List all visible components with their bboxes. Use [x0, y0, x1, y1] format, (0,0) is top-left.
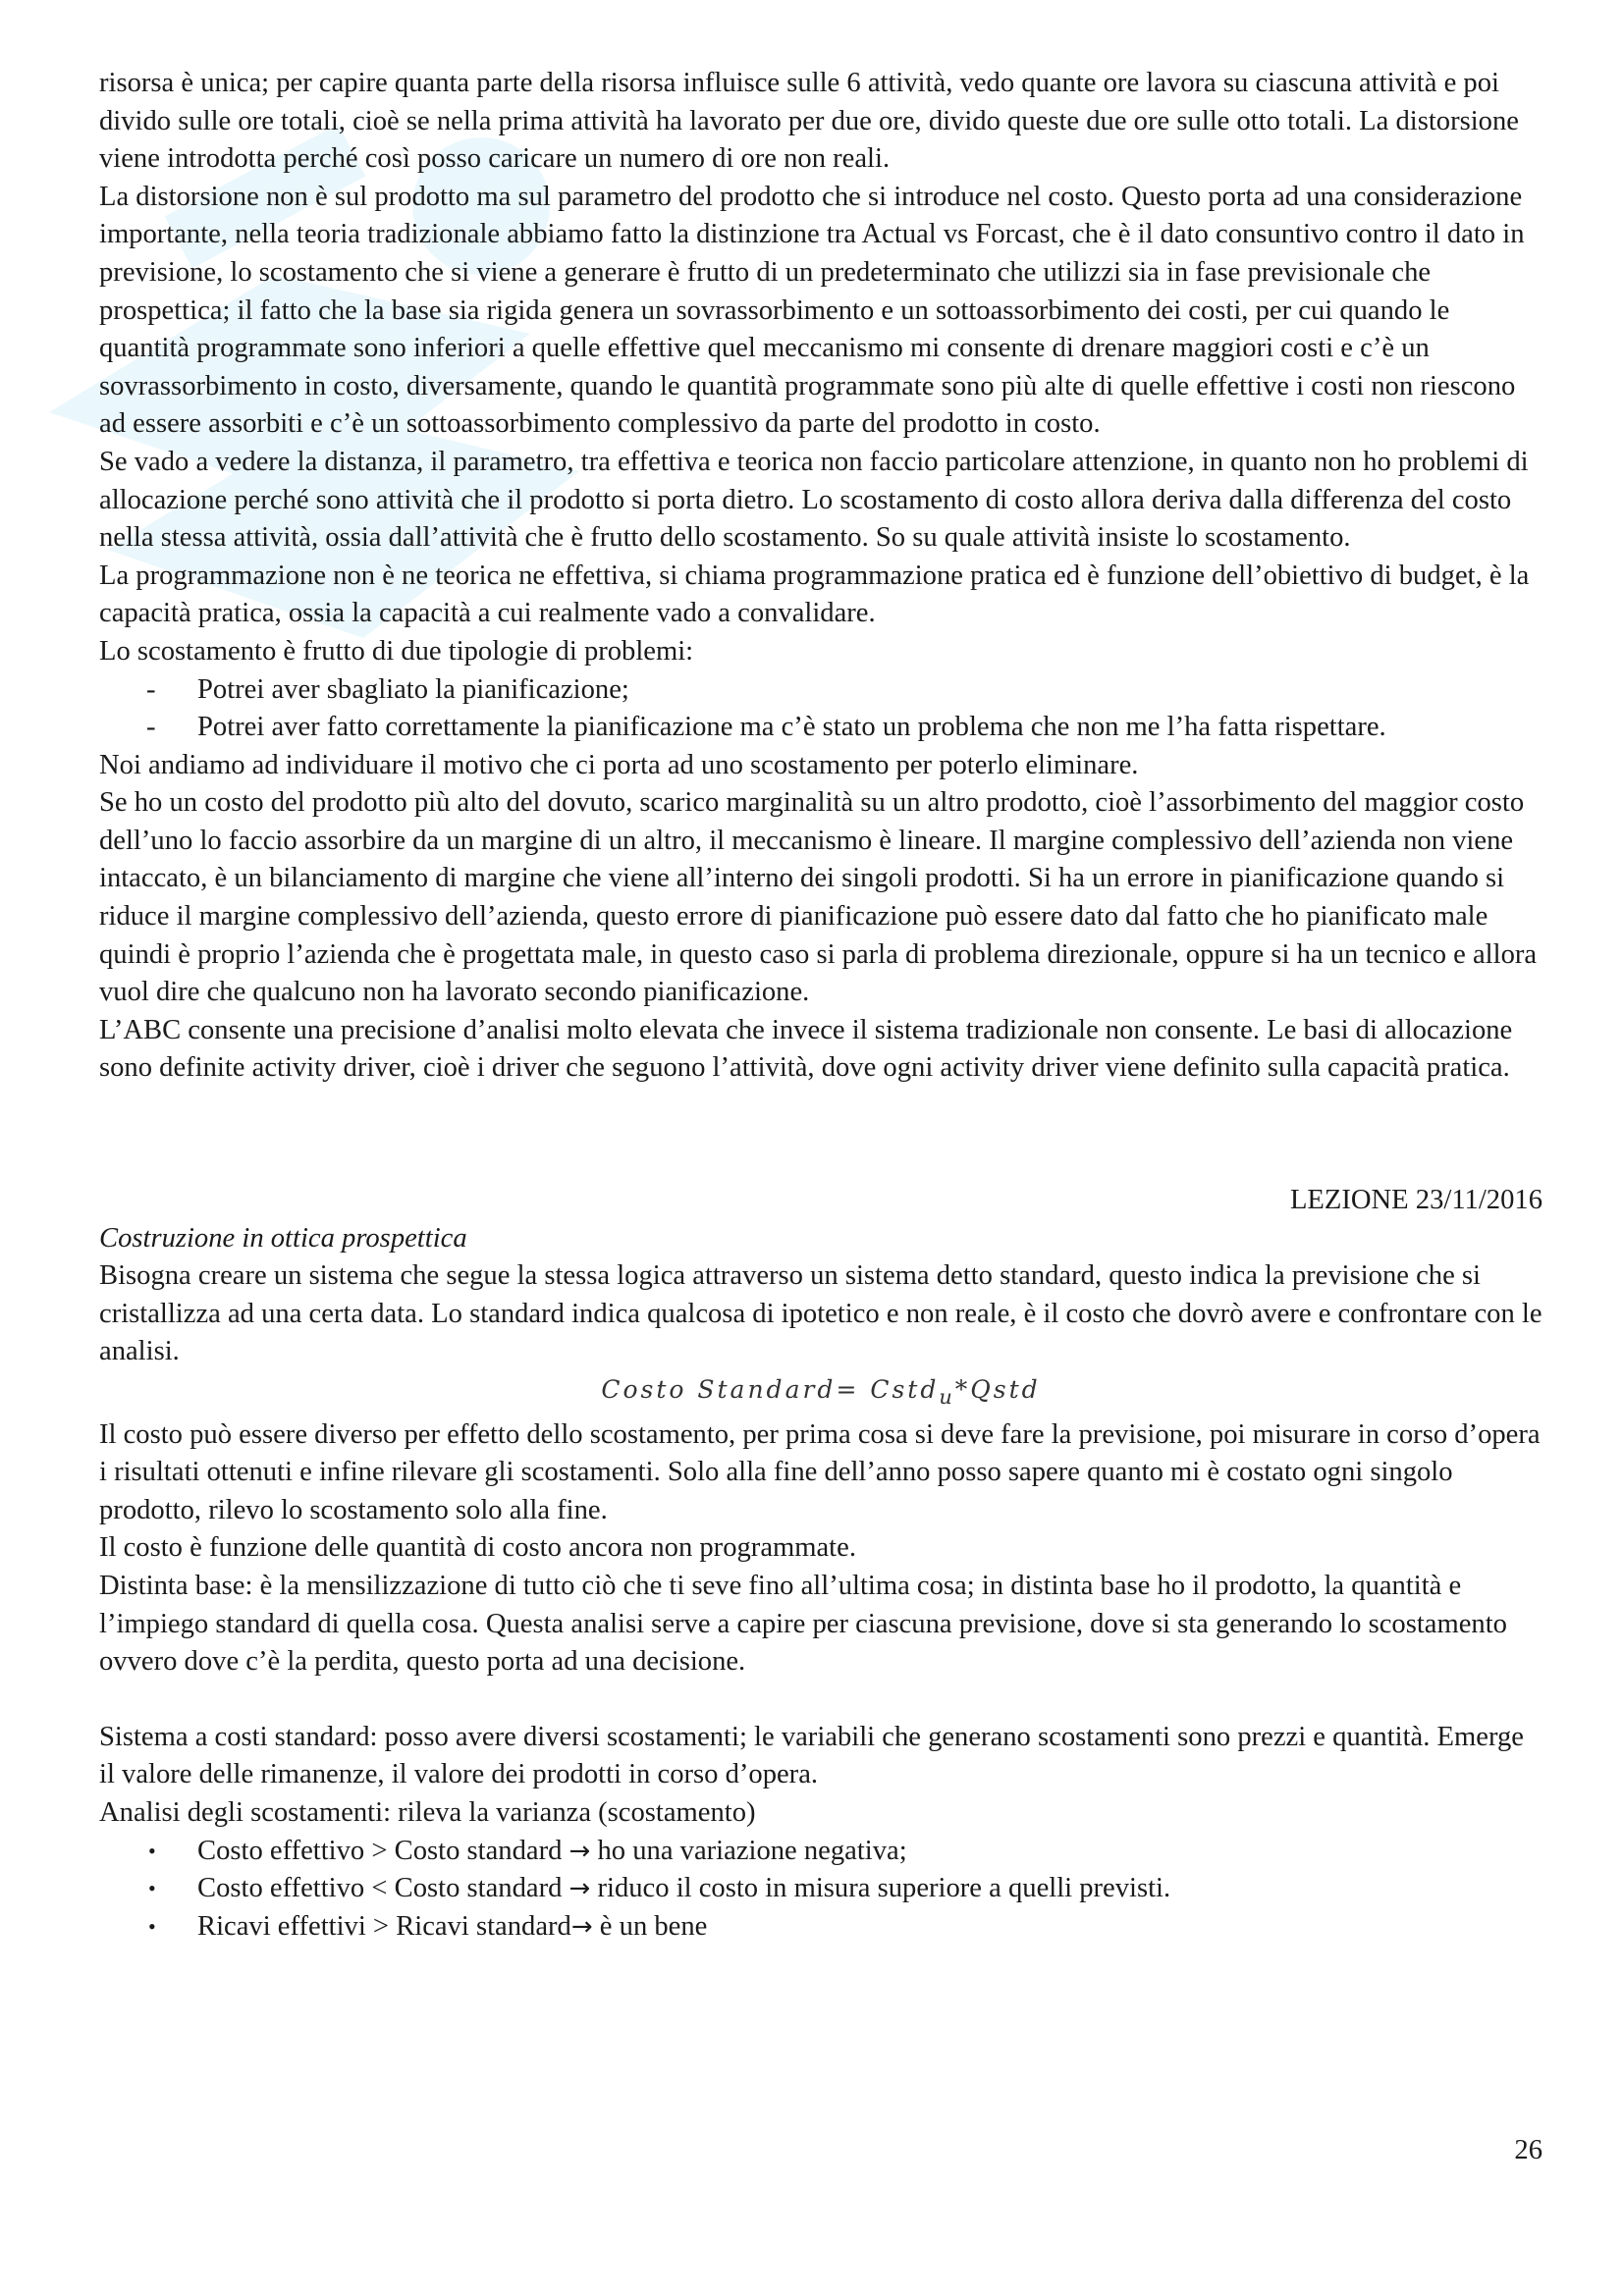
- document-page: [99, 65, 1542, 1946]
- list-item-text: Costo effettivo > Costo standard: [197, 1835, 569, 1866]
- list-item-text: Potrei aver fatto correttamente la pianificazione ma c’è stato un problema che non me l’ha fatta rispettare.: [197, 712, 1386, 743]
- formula-term: Qstd: [970, 1375, 1041, 1404]
- list-item: [99, 1833, 1542, 1871]
- lesson-heading: LEZIONE 23/11/2016: [1289, 1185, 1542, 1216]
- paragraph: Se vado a vedere la distanza, il parametro, tra effettiva e teorica non faccio particolare attenzione, in quanto non ho problemi di allocazione perché sono attività che il prodotto si porta dietro. Lo scostamento di costo allora deriva dalla differenza del costo nella stessa attività, ossia dall’attività che è frutto dello scostamento. So su quale attività insiste lo scostamento.: [99, 446, 1529, 554]
- paragraph: risorsa è unica; per capire quanta parte della risorsa influisce sulle 6 attività, vedo quante ore lavora su ciascuna attività e poi divido sulle ore totali, cioè se nella prima attività ha lavorato per due ore, divido queste due ore sulle otto totali. La distorsione viene introdotta perché così posso caricare un numero di ore non reali.: [99, 68, 1519, 175]
- paragraph: La programmazione non è ne teorica ne effettiva, si chiama programmazione pratica ed è funzione dell’obiettivo di budget, è la capacità pratica, ossia la capacità a cui realmente vado a convalidare.: [99, 560, 1530, 629]
- section-title: Costruzione in ottica prospettica: [99, 1222, 467, 1254]
- list-item-text: è un bene: [592, 1910, 708, 1942]
- bullet-marker: •: [148, 1913, 156, 1939]
- formula-term: Cstd: [870, 1375, 940, 1404]
- paragraph: Il costo può essere diverso per effetto dello scostamento, per prima cosa si deve fare la previsione, poi misurare in corso d’opera i risultati ottenuti e infine rilevare gli scostamenti. Solo alla fine dell’anno posso sapere quanto mi è costato ogni singolo prodotto, rilevo lo scostamento solo alla fine.: [99, 1418, 1541, 1525]
- paragraph: La distorsione non è sul prodotto ma sul parametro del prodotto che si introduce nel costo. Questo porta ad una considerazione importante, nella teoria tradizionale abbiamo fatto la distinzione tra Actual vs Forcast, che è il dato consuntivo contro il dato in previsione, lo scostamento che si viene a generare è frutto di un predeterminato che utilizzi sia in fase previsionale che prospettica; il fatto che la base sia rigida genera un sovrassorbimento e un sottoassorbimento dei costi, per cui quando le quantità programmate sono inferiori a quelle effettive quel meccanismo mi consente di drenare maggiori costi e c’è un sovrassorbimento in costo, diversamente, quando le quantità programmate sono più alte di quelle effettive i costi non riescono ad essere assorbiti e c’è un sottoassorbimento complessivo da parte del prodotto in costo.: [99, 181, 1525, 440]
- list-item-text: Ricavi effettivi > Ricavi standard: [197, 1910, 571, 1942]
- list-item-text: Potrei aver sbagliato la pianificazione;: [197, 673, 629, 705]
- formula-subscript: u: [939, 1385, 955, 1409]
- arrow-right-icon: →: [570, 1911, 593, 1942]
- list-item: [99, 1908, 1542, 1947]
- arrow-right-icon: →: [568, 1836, 591, 1866]
- paragraph: Bisogna creare un sistema che segue la stessa logica attraverso un sistema detto standard, questo indica la previsione che si cristallizza ad una certa data. Lo standard indica qualcosa di ipotetico e non reale, è il costo che dovrò avere e confrontare con le analisi.: [99, 1260, 1542, 1367]
- dash-marker: -: [146, 673, 156, 705]
- list-item: [99, 709, 1542, 747]
- paragraph: Sistema a costi standard: posso avere diversi scostamenti; le variabili che generano scostamenti sono prezzi e quantità. Emerge il valore delle rimanenze, il valore dei prodotti in corso d’opera.: [99, 1721, 1524, 1790]
- list-item-text: riduco il costo in misura superiore a quelli previsti.: [590, 1873, 1171, 1904]
- formula-equals: =: [836, 1375, 871, 1404]
- list-item: [99, 1870, 1542, 1908]
- bullet-marker: •: [148, 1838, 156, 1863]
- formula-operator: *: [954, 1375, 971, 1404]
- bullet-list: [99, 1833, 1542, 1947]
- paragraph: Noi andiamo ad individuare il motivo che ci porta ad uno scostamento per poterlo eliminare.: [99, 749, 1139, 780]
- paragraph: Il costo è funzione delle quantità di costo ancora non programmate.: [99, 1532, 856, 1564]
- paragraph: Se ho un costo del prodotto più alto del dovuto, scarico marginalità su un altro prodotto, cioè l’assorbimento del maggior costo dell’uno lo faccio assorbire da un margine di un altro, il meccanismo è lineare. Il margine complessivo dell’azienda non viene intaccato, è un bilanciamento di margine che viene all’interno dei singoli prodotti. Si ha un errore in pianificazione quando si riduce il margine complessivo dell’azienda, questo errore di pianificazione può essere dato dal fatto che ho pianificato male quindi è proprio l’azienda che è progettata male, in questo caso si parla di problema direzionale, oppure si ha un tecnico e allora vuol dire che qualcuno non ha lavorato secondo pianificazione.: [99, 787, 1538, 1008]
- paragraph: L’ABC consente una precisione d’analisi molto elevata che invece il sistema tradizionale non consente. Le basi di allocazione sono definite activity driver, cioè i driver che seguono l’attività, dove ogni activity driver viene definito sulla capacità pratica.: [99, 1014, 1513, 1084]
- paragraph: Distinta base: è la mensilizzazione di tutto ciò che ti seve fino all’ultima cosa; in distinta base ho il prodotto, la quantità e l’impiego standard di quella cosa. Questa analisi serve a capire per ciascuna previsione, dove si sta generando lo scostamento ovvero dove c’è la perdita, questo porta ad una decisione.: [99, 1570, 1507, 1678]
- formula-lhs: Costo Standard: [601, 1375, 837, 1404]
- list-item-text: Costo effettivo < Costo standard: [197, 1873, 569, 1904]
- dash-list: [99, 671, 1542, 747]
- arrow-right-icon: →: [568, 1874, 591, 1904]
- list-item: [99, 671, 1542, 710]
- dash-marker: -: [146, 712, 156, 743]
- page-number: 26: [1514, 2135, 1542, 2165]
- paragraph: Lo scostamento è frutto di due tipologie di problemi:: [99, 635, 694, 667]
- formula: [99, 1371, 1542, 1416]
- list-item-text: ho una variazione negativa;: [590, 1835, 907, 1866]
- bullet-marker: •: [148, 1876, 156, 1901]
- paragraph: Analisi degli scostamenti: rileva la varianza (scostamento): [99, 1796, 756, 1828]
